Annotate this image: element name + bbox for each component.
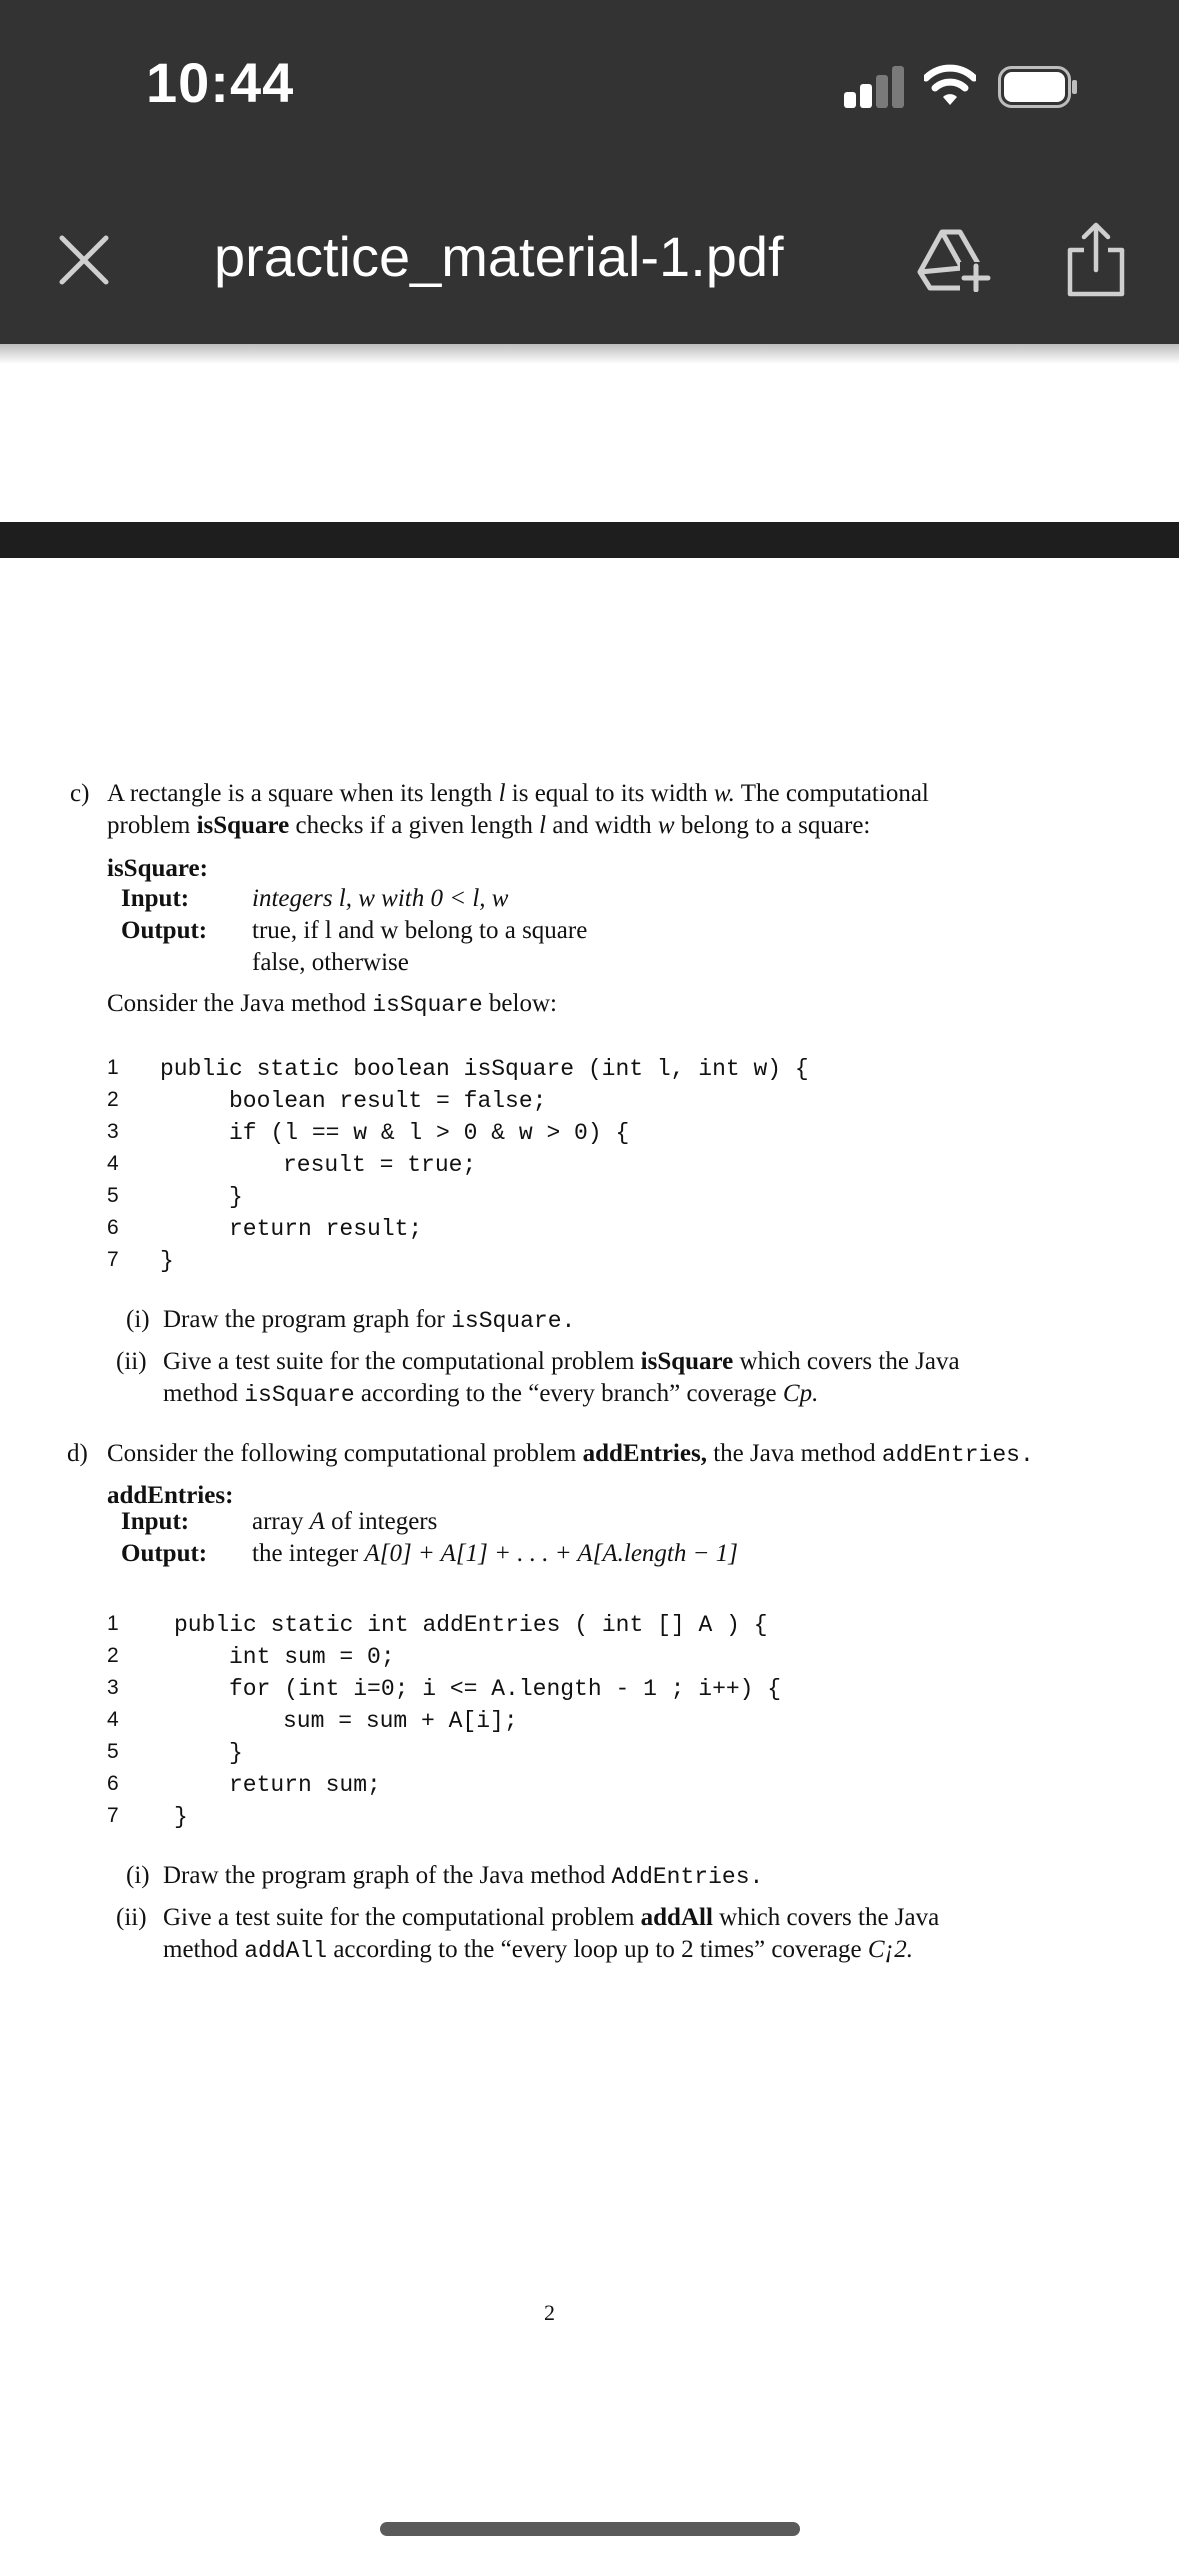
code-c-line-number: 4 bbox=[107, 1152, 119, 1175]
part-d-q2-line2: method addAll according to the “every loop up to 2 times” coverage C¡2. bbox=[163, 1936, 914, 1964]
code-c-line-number: 5 bbox=[107, 1184, 119, 1207]
wifi-icon bbox=[924, 62, 976, 108]
part-c-q1: Draw the program graph for isSquare. bbox=[163, 1306, 576, 1334]
part-d-intro: Consider the following computational problem addEntries, the Java method addEntries. bbox=[107, 1440, 1034, 1468]
cellular-signal-icon bbox=[844, 66, 906, 108]
code-c-line: } bbox=[229, 1184, 243, 1210]
share-icon[interactable] bbox=[1064, 220, 1128, 298]
code-d-line: sum = sum + A[i]; bbox=[283, 1708, 518, 1734]
part-d-input-value: array A of integers bbox=[252, 1508, 438, 1535]
code-c-line: } bbox=[160, 1248, 174, 1274]
document-title: practice_material-1.pdf bbox=[214, 225, 784, 288]
part-d-problem-name: addEntries: bbox=[107, 1482, 234, 1509]
part-d-q2-line1: Give a test suite for the computational problem addAll which covers the Java bbox=[163, 1904, 940, 1931]
code-d-line: } bbox=[229, 1740, 243, 1766]
code-d-line-number: 3 bbox=[107, 1676, 119, 1699]
code-d-line: public static int addEntries ( int [] A ) { bbox=[174, 1612, 768, 1638]
part-c-q2-line1: Give a test suite for the computational problem isSquare which covers the Java bbox=[163, 1348, 960, 1375]
part-c-output-value2: false, otherwise bbox=[252, 949, 409, 976]
code-c-line-number: 2 bbox=[107, 1088, 119, 1111]
add-to-drive-icon[interactable] bbox=[916, 226, 992, 292]
code-d-line: for (int i=0; i <= A.length - 1 ; i++) { bbox=[229, 1676, 782, 1702]
code-c-line-number: 1 bbox=[107, 1056, 119, 1079]
battery-icon bbox=[998, 66, 1078, 108]
code-d-line-number: 7 bbox=[107, 1804, 119, 1827]
part-d-q1: Draw the program graph of the Java method AddEntries. bbox=[163, 1862, 764, 1890]
code-d-line-number: 5 bbox=[107, 1740, 119, 1763]
part-c-intro-line1: A rectangle is a square when its length l is equal to its width w. The computational bbox=[107, 780, 929, 807]
app-bar-shadow bbox=[0, 344, 1179, 364]
code-d-line: return sum; bbox=[229, 1772, 381, 1798]
part-d-q1-label: (i) bbox=[126, 1862, 150, 1889]
code-c-line-number: 6 bbox=[107, 1216, 119, 1239]
code-c-line-number: 3 bbox=[107, 1120, 119, 1143]
part-d-output-value: the integer A[0] + A[1] + . . . + A[A.length − 1] bbox=[252, 1540, 738, 1567]
home-indicator[interactable] bbox=[380, 2522, 800, 2536]
code-d-line-number: 2 bbox=[107, 1644, 119, 1667]
code-d-line-number: 4 bbox=[107, 1708, 119, 1731]
part-d-output-label: Output: bbox=[121, 1540, 208, 1567]
close-icon[interactable] bbox=[56, 232, 112, 288]
page-number: 2 bbox=[544, 2300, 555, 2325]
part-c-q2-label: (ii) bbox=[116, 1348, 147, 1375]
code-c-line: boolean result = false; bbox=[229, 1088, 547, 1114]
code-c-line: result = true; bbox=[283, 1152, 477, 1178]
code-d-line: } bbox=[174, 1804, 188, 1830]
code-c-line: return result; bbox=[229, 1216, 423, 1242]
code-c-line: if (l == w & l > 0 & w > 0) { bbox=[229, 1120, 630, 1146]
part-c-output-value1: true, if l and w belong to a square bbox=[252, 917, 588, 944]
part-c-input-value: integers l, w with 0 < l, w bbox=[252, 885, 509, 912]
code-c-line-number: 7 bbox=[107, 1248, 119, 1271]
part-c-label: c) bbox=[70, 780, 90, 807]
code-d-line-number: 1 bbox=[107, 1612, 119, 1635]
code-d-line: int sum = 0; bbox=[229, 1644, 395, 1670]
code-c-line: public static boolean isSquare (int l, int w) { bbox=[160, 1056, 809, 1082]
pdf-page-separator bbox=[0, 522, 1179, 558]
part-c-input-label: Input: bbox=[121, 885, 190, 912]
status-bar-time: 10:44 bbox=[146, 51, 295, 114]
part-d-q2-label: (ii) bbox=[116, 1904, 147, 1931]
part-c-q1-label: (i) bbox=[126, 1306, 150, 1333]
part-c-output-label: Output: bbox=[121, 917, 208, 944]
part-c-consider: Consider the Java method isSquare below: bbox=[107, 990, 557, 1018]
part-c-q2-line2: method isSquare according to the “every branch” coverage Cp. bbox=[163, 1380, 819, 1408]
part-d-input-label: Input: bbox=[121, 1508, 190, 1535]
part-c-problem-name: isSquare: bbox=[107, 855, 208, 882]
code-d-line-number: 6 bbox=[107, 1772, 119, 1795]
part-c-intro-line2: problem isSquare checks if a given length l and width w belong to a square: bbox=[107, 812, 871, 839]
part-d-label: d) bbox=[67, 1440, 88, 1467]
